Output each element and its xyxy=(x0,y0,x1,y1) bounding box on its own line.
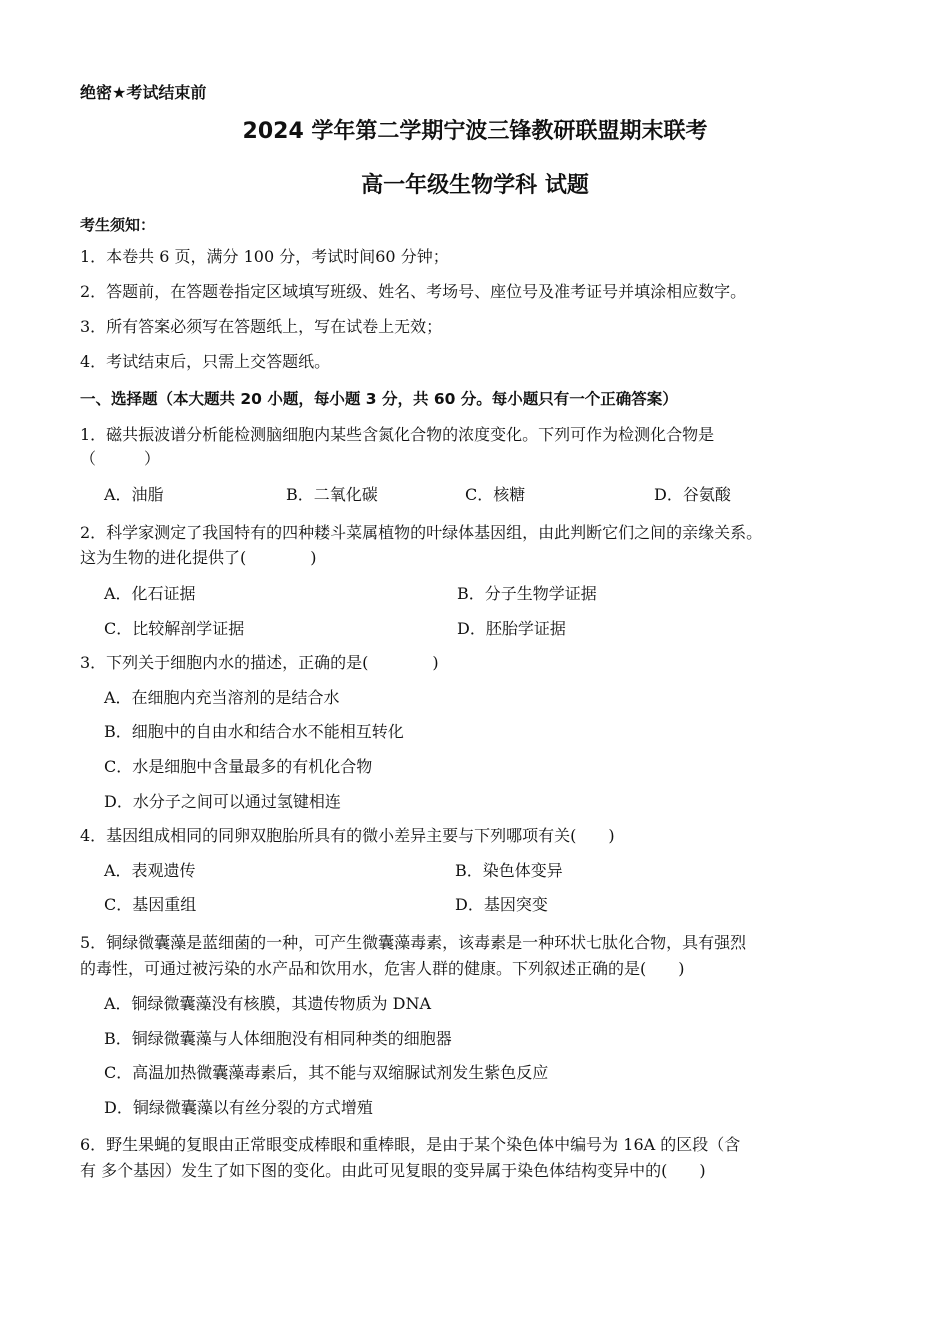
question-5-option-a: A．铜绿微囊藻没有核膜，其遗传物质为 DNA xyxy=(104,994,432,1013)
question-4-option-a: A．表观遗传 xyxy=(104,861,196,880)
question-3-option-a: A．在细胞内充当溶剂的是结合水 xyxy=(104,688,340,707)
notice-item: 1．本卷共 6 页，满分 100 分，考试时间60 分钟； xyxy=(80,247,449,266)
question-4-option-b: B．染色体变异 xyxy=(455,861,563,880)
question-2-stem: 2．科学家测定了我国特有的四种耧斗菜属植物的叶绿体基因组，由此判断它们之间的亲缘关系。 xyxy=(80,523,763,542)
question-2-option-c: C．比较解剖学证据 xyxy=(104,619,245,638)
question-5-option-d: D．铜绿微囊藻以有丝分裂的方式增殖 xyxy=(104,1098,373,1117)
notice-item: 4．考试结束后，只需上交答题纸。 xyxy=(80,352,331,371)
question-1-stem: 1．磁共振波谱分析能检测脑细胞内某些含氮化合物的浓度变化。下列可作为检测化合物是 xyxy=(80,425,715,444)
confidential-label: 绝密★考试结束前 xyxy=(80,83,207,102)
notice-heading: 考生须知： xyxy=(80,216,156,234)
question-3-option-b: B．细胞中的自由水和结合水不能相互转化 xyxy=(104,722,404,741)
question-4-option-d: D．基因突变 xyxy=(455,895,548,914)
question-3-option-d: D．水分子之间可以通过氢键相连 xyxy=(104,792,341,811)
question-2-option-a: A．化石证据 xyxy=(104,584,196,603)
exam-subtitle: 高一年级生物学科 试题 xyxy=(361,173,589,198)
question-3-option-c: C．水是细胞中含量最多的有机化合物 xyxy=(104,757,373,776)
section-heading: 一、选择题（本大题共 20 小题，每小题 3 分，共 60 分。每小题只有一个正确答案） xyxy=(80,390,678,408)
question-5-stem-cont: 的毒性，可通过被污染的水产品和饮用水，危害人群的健康。下列叙述正确的是( ) xyxy=(80,959,685,978)
question-1-paren: （ ） xyxy=(80,449,161,468)
question-1-option-d: D．谷氨酸 xyxy=(654,485,731,504)
question-6-stem-cont: 有 多个基因）发生了如下图的变化。由此可见复眼的变异属于染色体结构变异中的( ) xyxy=(80,1161,706,1180)
notice-item: 2．答题前，在答题卷指定区域填写班级、姓名、考场号、座位号及准考证号并填涂相应数字。 xyxy=(80,282,747,301)
question-2-option-b: B．分子生物学证据 xyxy=(457,584,597,603)
question-5-option-c: C．高温加热微囊藻毒素后，其不能与双缩脲试剂发生紫色反应 xyxy=(104,1063,549,1082)
question-1-option-c: C．核糖 xyxy=(465,485,526,504)
question-4-stem: 4．基因组成相同的同卵双胞胎所具有的微小差异主要与下列哪项有关( ) xyxy=(80,826,615,845)
question-6-stem: 6．野生果蝇的复眼由正常眼变成棒眼和重棒眼，是由于某个染色体中编号为 16A 的区段（含 xyxy=(80,1135,741,1154)
exam-title: 2024 学年第二学期宁波三锋教研联盟期末联考 xyxy=(242,119,708,144)
question-2-stem-cont: 这为生物的进化提供了( ) xyxy=(80,548,317,567)
question-5-stem: 5．铜绿微囊藻是蓝细菌的一种，可产生微囊藻毒素，该毒素是一种环状七肽化合物，具有强烈 xyxy=(80,933,747,952)
question-1-option-a: A．油脂 xyxy=(104,485,164,504)
question-2-option-d: D．胚胎学证据 xyxy=(457,619,566,638)
question-3-stem: 3．下列关于细胞内水的描述，正确的是( ) xyxy=(80,653,439,672)
question-4-option-c: C．基因重组 xyxy=(104,895,197,914)
notice-item: 3．所有答案必须写在答题纸上，写在试卷上无效； xyxy=(80,317,443,336)
question-5-option-b: B．铜绿微囊藻与人体细胞没有相同种类的细胞器 xyxy=(104,1029,452,1048)
question-1-option-b: B．二氧化碳 xyxy=(286,485,378,504)
